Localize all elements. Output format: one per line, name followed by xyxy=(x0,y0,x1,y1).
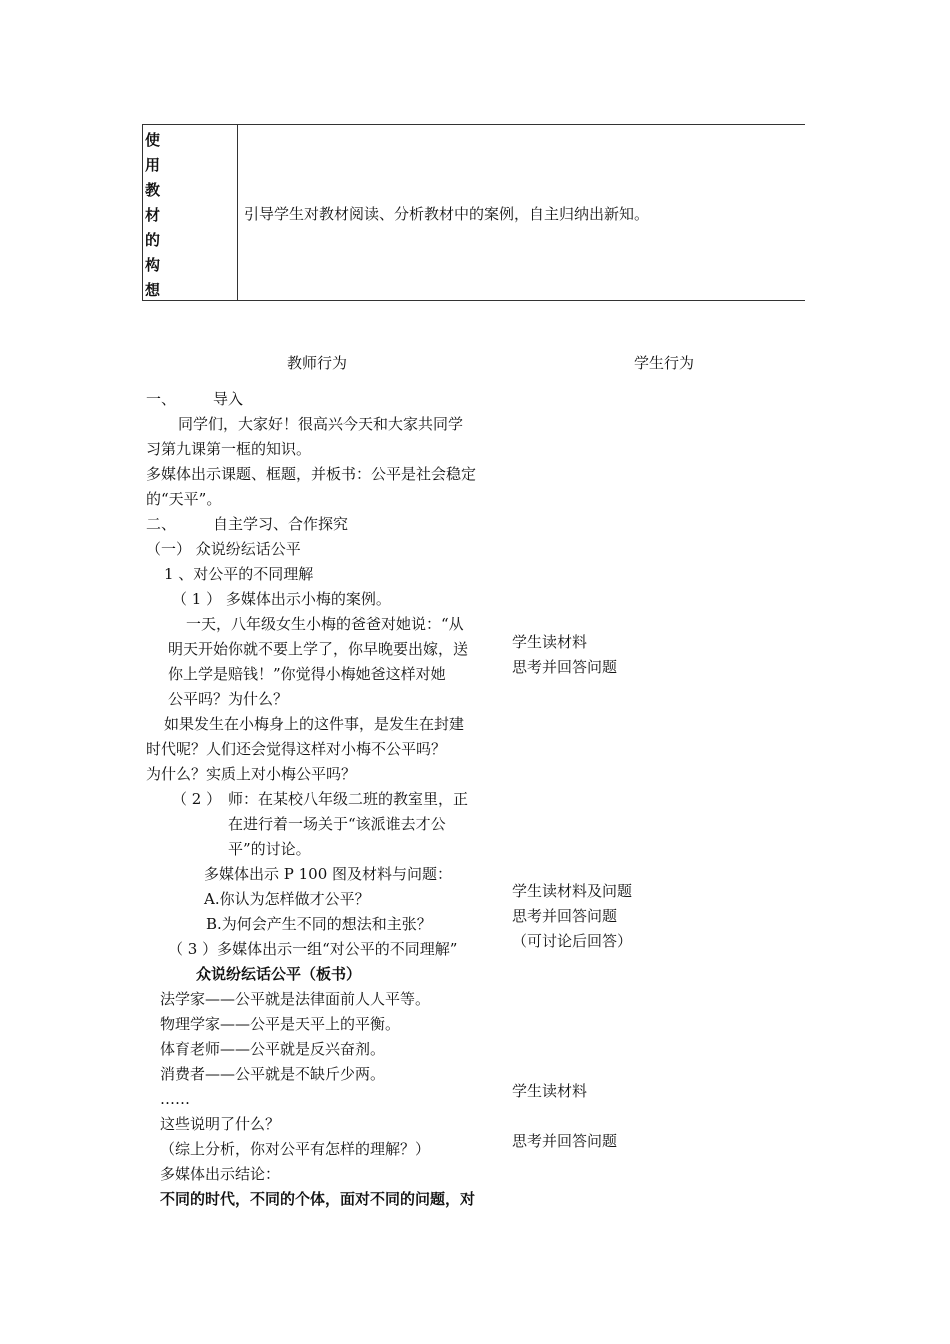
text-line: 明天开始你就不要上学了，你早晚要出嫁，送 xyxy=(168,640,469,658)
student-action: 学生读材料及问题 xyxy=(512,882,633,900)
board-title: 众说纷纭话公平（板书） xyxy=(196,965,362,983)
student-action: 学生读材料 xyxy=(512,1082,588,1100)
subsection-title: （一） 众说纷纭话公平 xyxy=(146,540,301,558)
text-line: 师：在某校八年级二班的教室里，正 xyxy=(228,790,469,808)
student-action: 学生读材料 xyxy=(512,633,588,651)
text-line: （综上分析，你对公平有怎样的理解？） xyxy=(160,1140,431,1158)
text-line: 多媒体出示 P 100 图及材料与问题： xyxy=(204,865,453,883)
text-line: 法学家——公平就是法律面前人人平等。 xyxy=(160,990,431,1008)
text-line: 1 、对公平的不同理解 xyxy=(164,565,314,583)
text-line: …… xyxy=(160,1090,190,1108)
section-number: 二、 xyxy=(146,515,177,533)
table-content: 引导学生对教材阅读、分析教材中的案例，自主归纳出新知。 xyxy=(244,205,650,223)
label-char: 材 xyxy=(145,206,161,224)
table-divider xyxy=(237,125,238,300)
text-line: 习第九课第一框的知识。 xyxy=(146,440,312,458)
teacher-header: 教师行为 xyxy=(287,354,348,372)
text-line: 同学们，大家好！很高兴今天和大家共同学 xyxy=(178,415,464,433)
text-line: A.你认为怎样做才公平？ xyxy=(204,890,370,908)
student-header: 学生行为 xyxy=(634,354,695,372)
text-line: 公平吗？为什么？ xyxy=(168,690,289,708)
section-title: 自主学习、合作探究 xyxy=(213,515,349,533)
text-line: （ 3 ）多媒体出示一组“对公平的不同理解” xyxy=(168,940,458,958)
text-line: 这些说明了什么？ xyxy=(160,1115,281,1133)
text-line: 在进行着一场关于“该派谁去才公 xyxy=(228,815,446,833)
text-line: 体育老师——公平就是反兴奋剂。 xyxy=(160,1040,386,1058)
text-line: 你上学是赔钱！”你觉得小梅她爸这样对她 xyxy=(168,665,446,683)
text-line: （ 1 ） 多媒体出示小梅的案例。 xyxy=(172,590,391,608)
text-line: 为什么？实质上对小梅公平吗？ xyxy=(146,765,357,783)
text-line: 多媒体出示结论： xyxy=(160,1165,281,1183)
student-action: 思考并回答问题 xyxy=(512,658,618,676)
conclusion-line: 不同的时代，不同的个体，面对不同的问题，对 xyxy=(160,1190,476,1208)
text-line: 的“天平”。 xyxy=(146,490,222,508)
text-line: 多媒体出示课题、框题，并板书：公平是社会稳定 xyxy=(146,465,477,483)
section-number: 一、 xyxy=(146,390,177,408)
section-title: 导入 xyxy=(213,390,244,408)
text-line: 时代呢？人们还会觉得这样对小梅不公平吗？ xyxy=(146,740,447,758)
item-number: （ 2 ） xyxy=(172,790,222,808)
label-char: 教 xyxy=(145,181,161,199)
label-char: 用 xyxy=(145,156,161,174)
idea-table xyxy=(142,124,805,301)
student-action: 思考并回答问题 xyxy=(512,1132,618,1150)
text-line: 如果发生在小梅身上的这件事，是发生在封建 xyxy=(164,715,465,733)
label-char: 的 xyxy=(145,231,161,249)
text-line: B.为何会产生不同的想法和主张？ xyxy=(206,915,432,933)
text-line: 一天，八年级女生小梅的爸爸对她说：“从 xyxy=(186,615,464,633)
student-action: （可讨论后回答） xyxy=(512,932,633,950)
text-line: 物理学家——公平是天平上的平衡。 xyxy=(160,1015,401,1033)
label-char: 构 xyxy=(145,256,161,274)
text-line: 平”的讨论。 xyxy=(228,840,311,858)
label-char: 使 xyxy=(145,131,161,149)
student-action: 思考并回答问题 xyxy=(512,907,618,925)
label-char: 想 xyxy=(145,281,161,299)
text-line: 消费者——公平就是不缺斤少两。 xyxy=(160,1065,386,1083)
